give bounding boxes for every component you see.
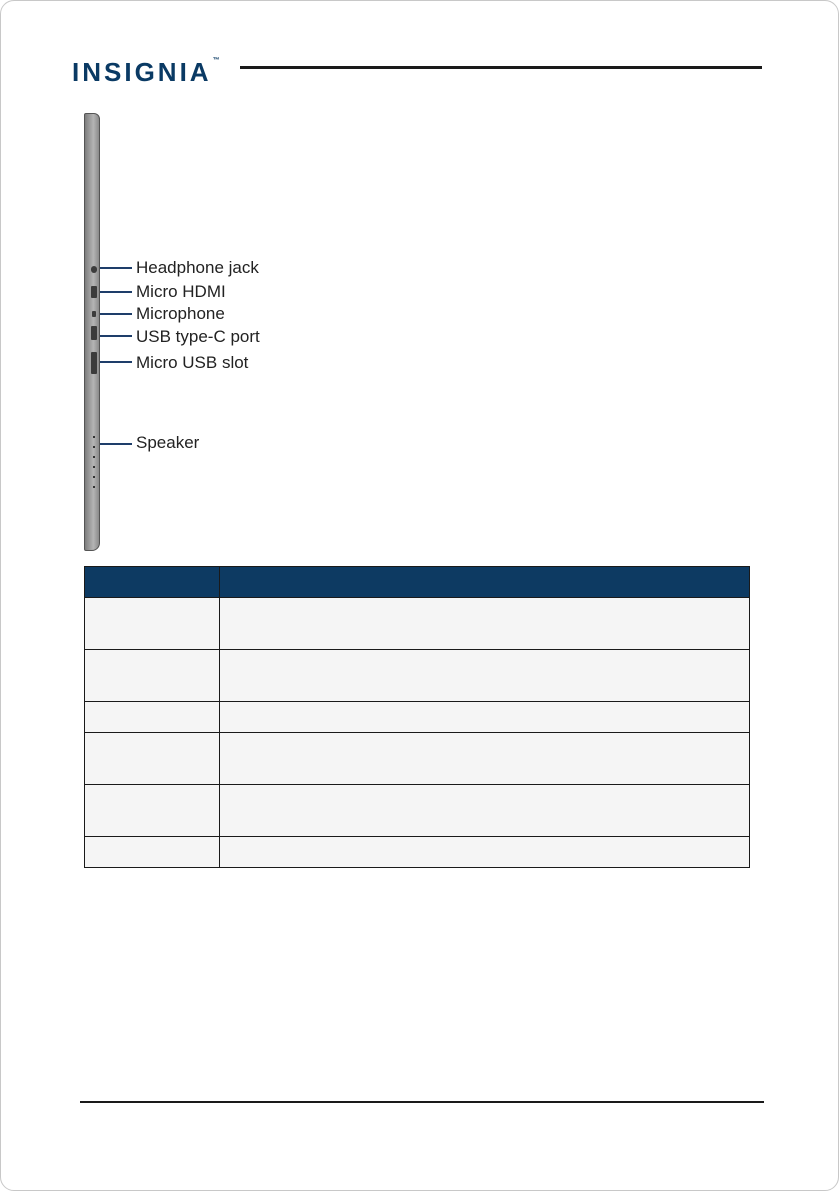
table-cell [220,650,750,702]
table-cell [220,702,750,733]
insignia-logo [72,57,220,88]
callout-micro-hdmi: Micro HDMI [136,282,226,301]
table-cell [220,785,750,837]
table-header-row [85,567,750,598]
callout-speaker: Speaker [136,433,200,452]
speaker-grille-dot [93,486,95,488]
speaker-grille-dot [93,436,95,438]
speaker-grille-dot [93,466,95,468]
feature-table [84,566,750,868]
table-cell [85,733,220,785]
microphone-hole-icon [92,311,96,317]
usb-c-port-icon [91,326,97,340]
table-row [85,650,750,702]
table-row [85,598,750,650]
header-rule [240,66,762,69]
table-header-cell [220,567,750,598]
leader-line [100,443,132,445]
callout-micro-usb-slot: Micro USB slot [136,353,249,372]
footer-rule [80,1101,764,1103]
table-cell [220,837,750,868]
table-header-cell [85,567,220,598]
speaker-grille-dot [93,456,95,458]
brand-name: INSIGNIA [72,57,212,87]
callout-microphone: Microphone [136,304,225,323]
device-edge-illustration [84,113,100,551]
device-side-view [80,113,380,553]
table-cell [220,598,750,650]
table-row [85,733,750,785]
table-row [85,837,750,868]
table-cell [85,650,220,702]
leader-line [100,291,132,293]
speaker-grille-dot [93,476,95,478]
micro-usb-slot-icon [91,352,97,374]
table-cell [85,785,220,837]
callout-usb-type-c-port: USB type-C port [136,327,260,346]
leader-line [100,335,132,337]
leader-line [100,313,132,315]
table-cell [85,837,220,868]
table-cell [220,733,750,785]
speaker-grille-dot [93,446,95,448]
leader-line [100,267,132,269]
micro-hdmi-port-icon [91,286,97,298]
headphone-jack-icon [91,266,97,273]
table-row [85,785,750,837]
callout-headphone-jack: Headphone jack [136,258,259,277]
table-cell [85,702,220,733]
table-row [85,702,750,733]
trademark-mark: ™ [212,57,220,64]
table-cell [85,598,220,650]
leader-line [100,361,132,363]
